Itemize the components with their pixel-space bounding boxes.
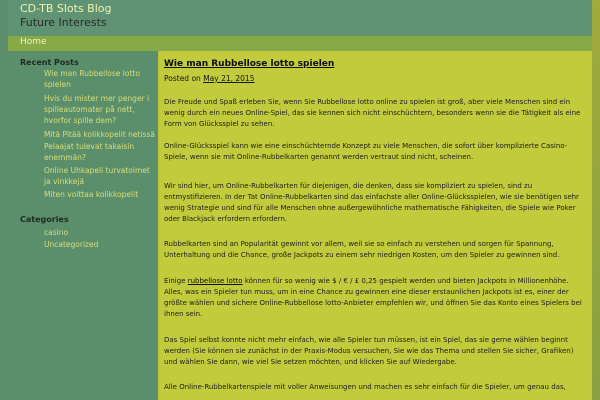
post-paragraph [164, 276, 584, 320]
post-date-link[interactable]: May 21, 2015 [203, 74, 255, 83]
post-paragraph: Rubbelkarten sind an Popularität gewinnt vor allem, weil sie so einfach zu verstehen und sorgen für Spannung, Unterhaltung und die Chance, große Jackpots zu einem sehr niedrigen Kosten, um den Spieler zu gewinnen sind. [164, 240, 560, 259]
site-header [8, 0, 592, 36]
recent-post-link[interactable]: Wie man Rubbellose lotto spielen [44, 69, 140, 89]
category-link[interactable]: casino [44, 228, 69, 237]
list-item [44, 239, 156, 250]
nav-home-link[interactable]: Home [20, 37, 47, 47]
post-paragraph: Die Freude und Spaß erleben Sie, wenn Sie Rubbellose lotto online zu spielen ist groß, aber viele Menschen sind ein wenig durch ein neues Online-Spiel, das sie kennen sich nicht einschüchtern, besonders wenn sie die Tätigkeit als eine Form von Glücksspiel zu sehen. [164, 98, 581, 128]
list-item [44, 189, 156, 200]
recent-post-link[interactable]: Hvis du mister mer penger i spilleautomater på nett, hvorfor spille dem? [44, 94, 150, 125]
post-paragraph: Alle Online-Rubbelkartenspiele mit voller Anweisungen und machen es sehr einfach für die Spieler, um genau das, [164, 383, 566, 391]
post-paragraph: Online-Glücksspiel kann wie eine einschüchternde Konzept zu viele Menschen, die sofort über komplizierte Casino-Spiele, wenn sie mit Online-Rubbelkarten genannt werden vertraut sind nicht, scheinen. [164, 142, 568, 161]
rubbellose-lotto-link[interactable]: rubbellose lotto [187, 277, 243, 285]
recent-posts-title: Recent Posts [20, 58, 79, 67]
posted-on-label: Posted on [164, 74, 201, 83]
sidebar [8, 51, 158, 400]
right-edge-bar [592, 0, 600, 400]
post-title-link[interactable]: Wie man Rubbellose lotto spielen [164, 59, 335, 69]
post-meta [164, 74, 254, 83]
list-item [44, 141, 156, 163]
list-item [44, 68, 156, 90]
categories-title: Categories [20, 215, 69, 224]
list-item [44, 227, 156, 238]
recent-post-link[interactable]: Miten voittaa kolikkopelit [44, 190, 139, 199]
para-text: können für so wenig wie $ / € / £ 0,25 gespielt werden und bieten Jackpots in Millionenhöhe. Alles, was ein Spieler tun muss, um in eine Chance zu gewinnen eine dieser erstaunlichen Jackpots ist es, einer der größte wählen und sichere Online-Rubbellose lotto-Anbieter empfehlen wir, und öffnen Sie das Konto eines Spielers bei ihnen sein. [164, 277, 582, 318]
recent-post-link[interactable]: Mitä Pitää kolikkopelit netissä [44, 130, 155, 139]
site-description: Future Interests [20, 16, 107, 29]
recent-post-link[interactable]: Online Uhkapeli turvatoimet ja vinkkejä [44, 166, 150, 186]
list-item [44, 165, 156, 187]
para-text: Einige [164, 277, 188, 285]
main-navigation [8, 36, 592, 51]
recent-post-link[interactable]: Pelaajat tulevat takaisin enemmän? [44, 142, 135, 162]
post-paragraph: Wir sind hier, um Online-Rubbelkarten für diejenigen, die denken, dass sie kompliziert zu spielen, sind zu entmystifizieren. In der Tat Online-Rubbelkarten sind das einfachste aller Online-Glücksspielen, wie sie benötigen sehr wenig Strategie und sind für alle Menschen ohne außergewöhnliche mathematische Fähigkeiten, die Spiele wie Poker oder Blackjack erfordern erfordern. [164, 182, 579, 223]
list-item [44, 129, 156, 140]
post-paragraph: Das Spiel selbst konnte nicht mehr einfach, wie alle Spieler tun müssen, ist ein Spiel, das sie gerne wählen beginnt werden (Sie können sie zunächst in der Praxis-Modus versuchen, Sie wie das Thema und stellen Sie sicher, Grafiken) und wählen Sie dann, wie viel Sie setzen möchten, und klicken Sie auf Wiedergabe. [164, 336, 574, 366]
category-link[interactable]: Uncategorized [44, 240, 99, 249]
list-item [44, 93, 156, 126]
site-title-link[interactable]: CD-TB Slots Blog [20, 2, 112, 15]
main-content [158, 51, 593, 400]
